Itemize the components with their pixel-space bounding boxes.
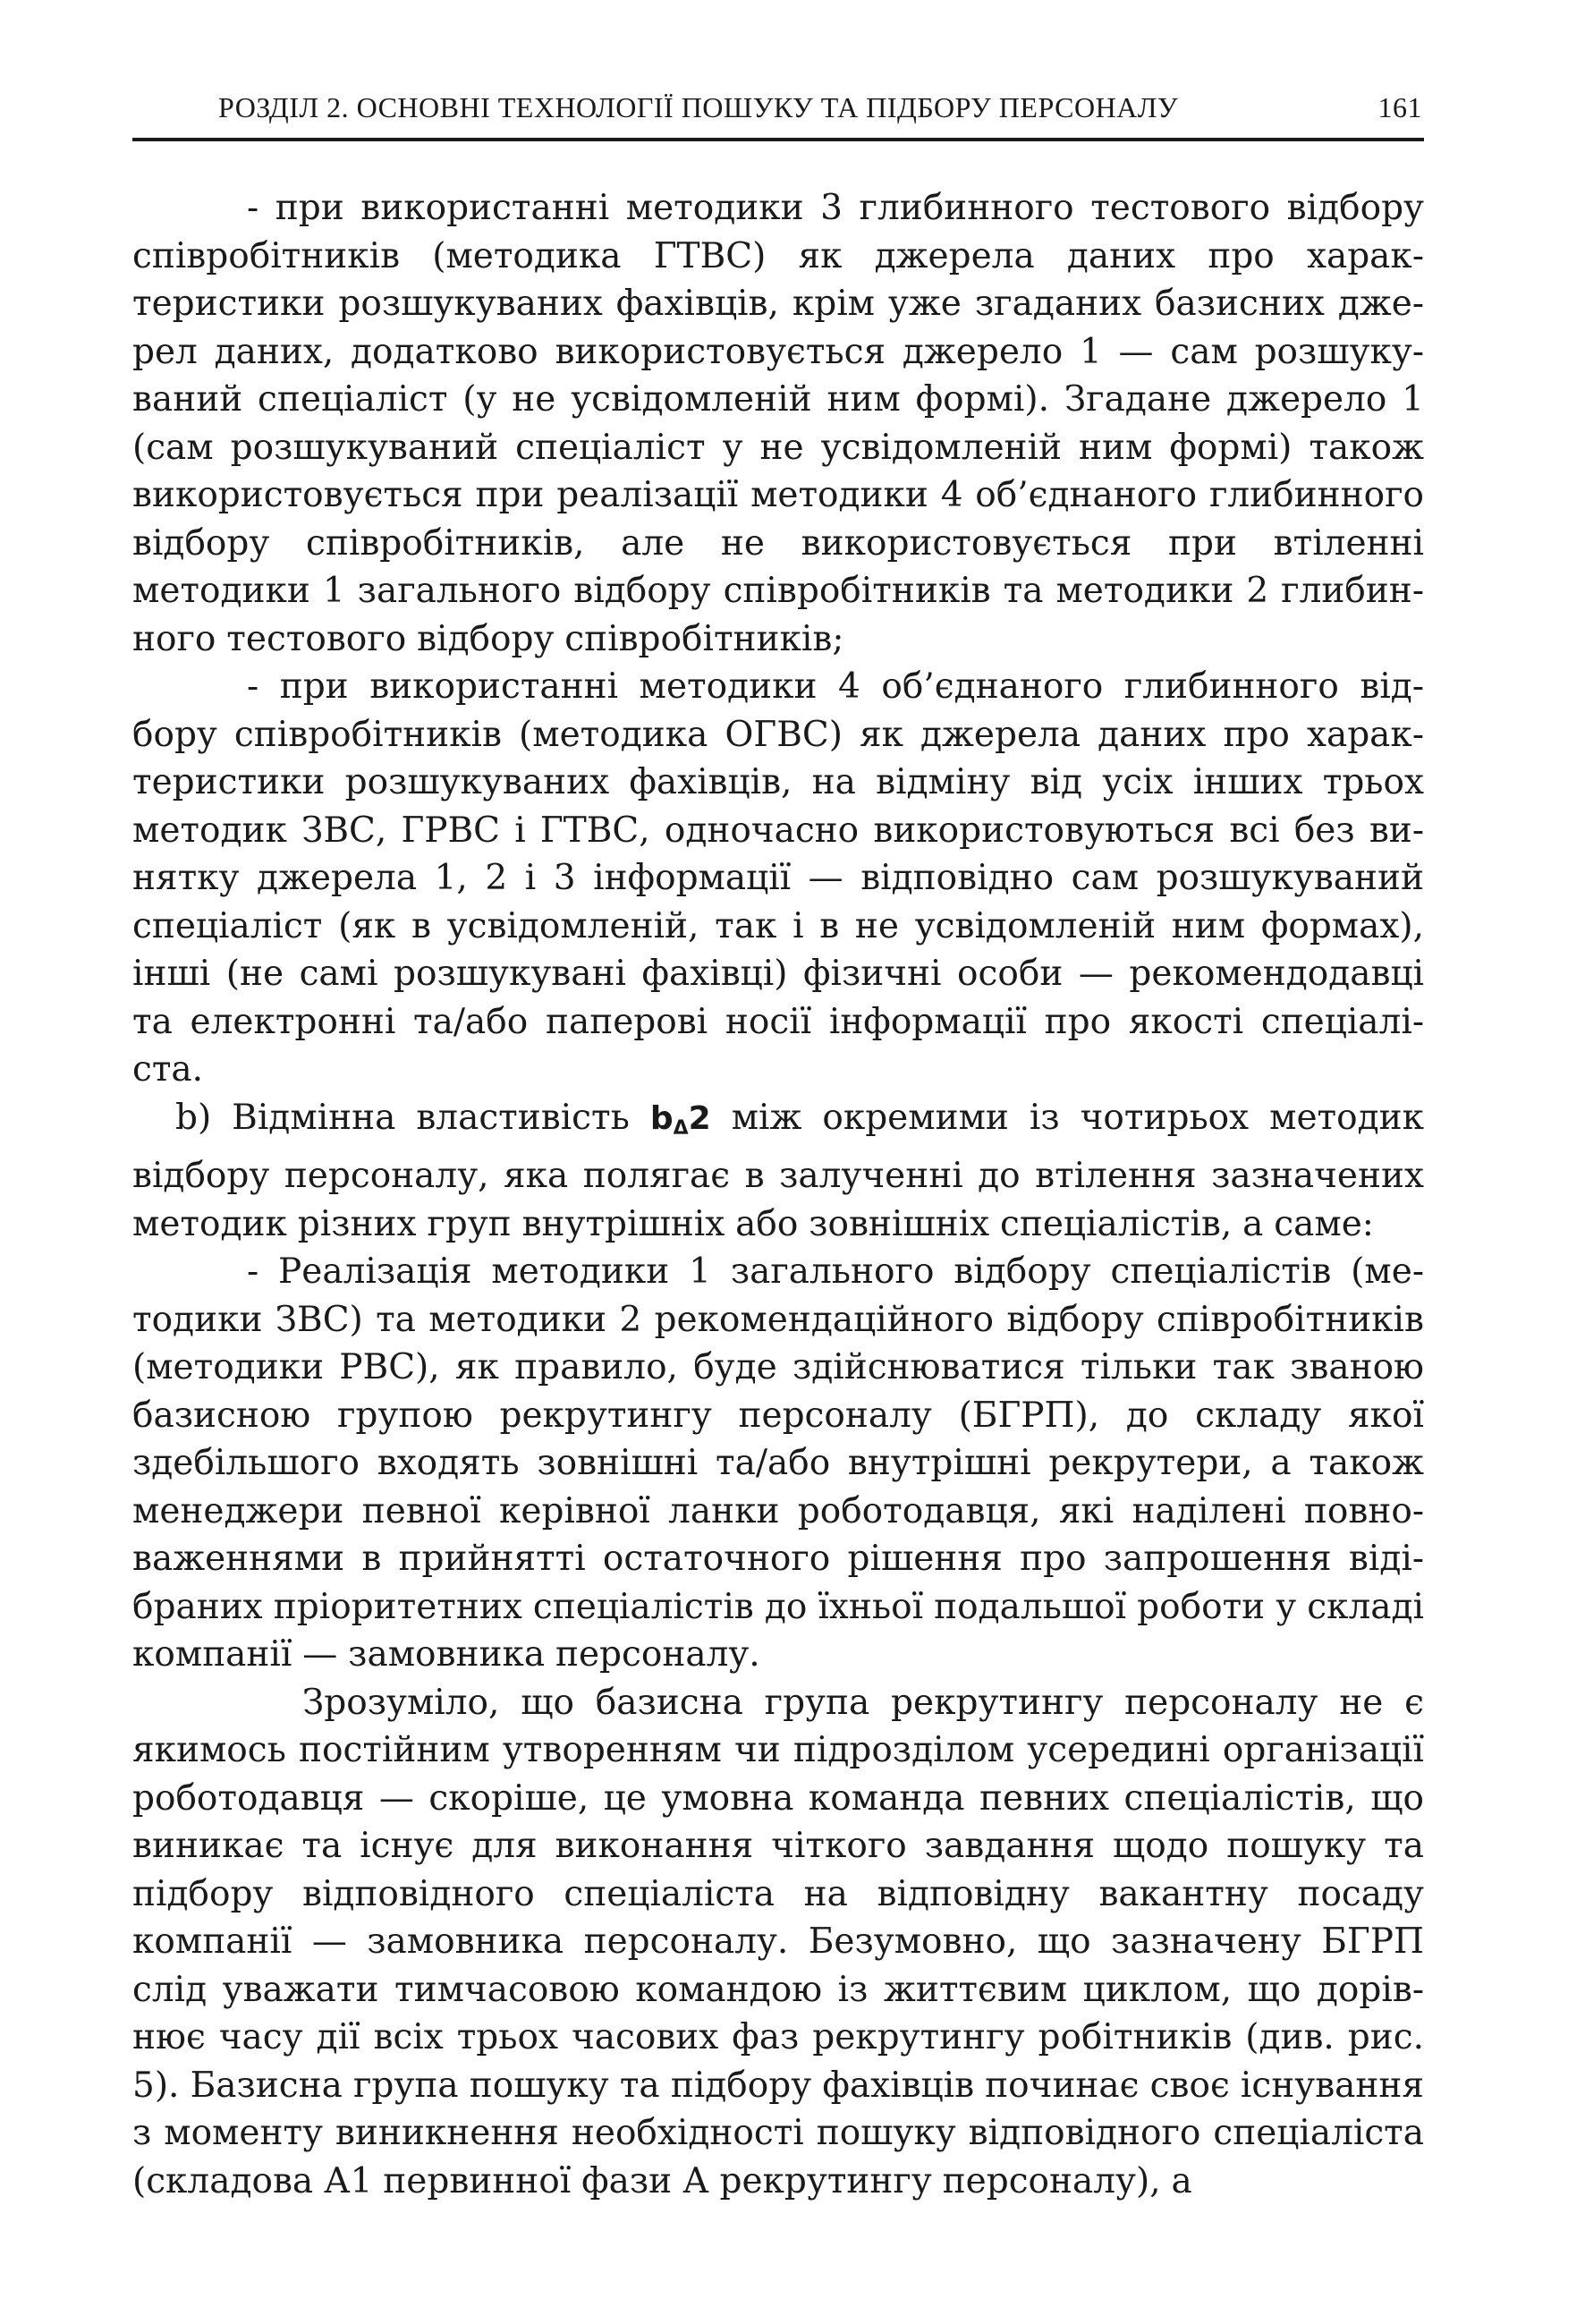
paragraph-property-b [132, 1094, 1424, 1249]
running-title: РОЗДІЛ 2. ОСНОВНІ ТЕХНОЛОГІЇ ПОШУКУ ТА ПІДБОРУ ПЕРСОНАЛУ [218, 91, 1179, 123]
property-b-intro: b) Відмінна властивість [175, 1097, 650, 1138]
paragraph-ogvs-method: - при використанні методики 4 об’єднаного глибинного відбору співробітників (методика ОГВС) як джерела даних про характеристики розшукуваних фахівців, на відміну від усіх інших трьох методик ЗВС, ГРВС і ГТВС, одночасно використовуються всі без винятку джерела 1, 2 і 3 інформації — відповідно сам розшукуваний спеціаліст (як в усвідомленій, так і в не усвідомленій ним формах), інші (не самі розшукувані фахівці) фізичні особи — рекомендодавці та електронні та/або паперові носії інформації про якості спеціаліста. [132, 666, 1424, 1090]
property-b-description: між окремими із чотирьох методик відбору персоналу, яка полягає в залученні до втілення зазначених методик різних груп внутрішніх або зовнішніх спеціалістів, а саме: [132, 1097, 1424, 1244]
book-page [132, 88, 1424, 2205]
body-text [132, 184, 1424, 2205]
paragraph-gtvs-method: - при використанні методики 3 глибинного тестового відбору співробітників (методика ГТВС) як джерела даних про характеристики розшукуваних фахівців, крім уже згаданих базисних джерел даних, додатково використовується джерело 1 — сам розшукуваний спеціаліст (у не усвідомленій ним формі). Згадане джерело 1 (сам розшукуваний спеціаліст у не усвідомленій ним формі) також використовується при реалізації методики 4 об’єднаного глибинного відбору співробітників, але не використовується при втіленні методики 1 загального відбору співробітників та методики 2 глибинного тестового відбору співробітників; [132, 188, 1424, 659]
property-symbol: bΔ2 [649, 1099, 711, 1140]
paragraph-zvs-rvs-implementation: - Реалізація методики 1 загального відбору спеціалістів (методики ЗВС) та методики 2 рекомендаційного відбору співробітників (методики РВС), як правило, буде здійснюватися тільки так званою базисною групою рекрутингу персоналу (БГРП), до складу якої здебільшого входять зовнішні та/або внутрішні рекрутери, а також менеджери певної керівної ланки роботодавця, які наділені повноваженнями в прийнятті остаточного рішення про запрошення відібраних пріоритетних спеціалістів до їхньої подальшої роботи у складі компанії — замовника персоналу. [132, 1251, 1424, 1675]
page-number: 161 [1377, 91, 1422, 123]
page-header [132, 88, 1424, 141]
paragraph-basic-recruiting-group: Зрозуміло, що базисна група рекрутингу персоналу не є якимось постійним утворенням чи підрозділом усередині організації роботодавця — скоріше, це умовна команда певних спеціалістів, що виникає та існує для виконання чіткого завдання щодо пошуку та підбору відповідного спеціаліста на відповідну вакантну посаду компанії — замовника персоналу. Безумовно, що зазначену БГРП слід уважати тимчасовою командою із життєвим циклом, що дорівнює часу дії всіх трьох часових фаз рекрутингу робітників (див. рис. 5). Базисна група пошуку та підбору фахівців починає своє існування з моменту виникнення необхідності пошуку відповідного спеціаліста (складова А1 первинної фази А рекрутингу персоналу), а [132, 1682, 1424, 2201]
